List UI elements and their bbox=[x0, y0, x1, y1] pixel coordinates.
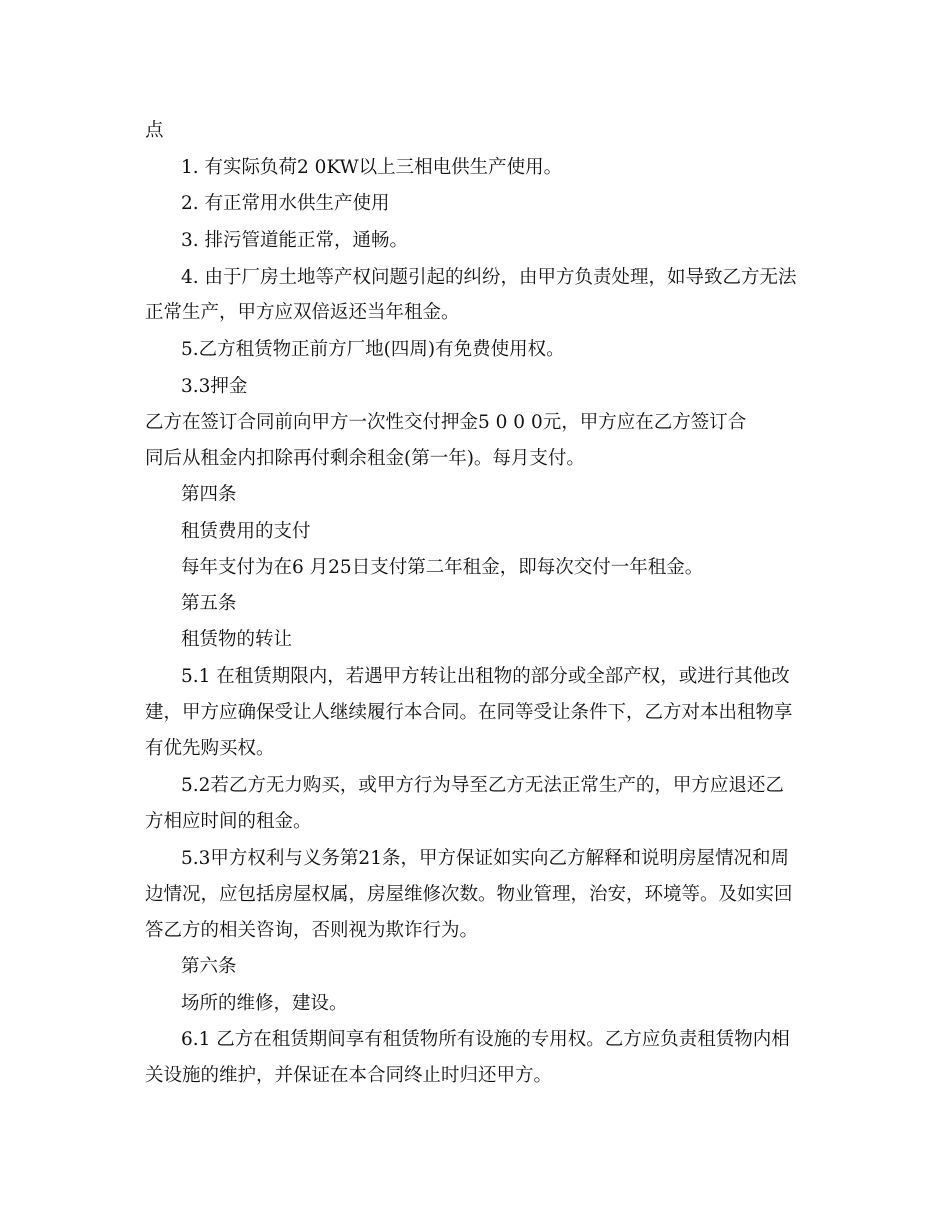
clause-line: 5.1 在租赁期限内，若遇甲方转让出租物的部分或全部产权，或进行其他改 bbox=[181, 666, 790, 687]
article-heading: 第四条 bbox=[181, 484, 237, 505]
paragraph-line: 每年支付为在6 月25日支付第二年租金，即每次交付一年租金。 bbox=[181, 557, 704, 578]
article-heading: 第六条 bbox=[181, 956, 237, 977]
text-line: 点 bbox=[145, 120, 164, 141]
clause-line: 6.1 乙方在租赁期间享有租赁物所有设施的专用权。乙方应负责租赁物内相 bbox=[181, 1029, 790, 1050]
clause-line: 关设施的维护，并保证在本合同终止时归还甲方。 bbox=[145, 1065, 553, 1086]
list-item: 5.乙方租赁物正前方厂地(四周)有免费使用权。 bbox=[181, 339, 565, 360]
clause-line: 5.3甲方权利与义务第21条，甲方保证如实向乙方解释和说明房屋情况和周 bbox=[181, 848, 789, 869]
clause-line: 方相应时间的租金。 bbox=[145, 811, 312, 832]
list-item: 4. 由于厂房土地等产权问题引起的纠纷，由甲方负责处理，如导致乙方无法 bbox=[181, 267, 797, 288]
clause-line: 答乙方的相关咨询，否则视为欺诈行为。 bbox=[145, 920, 479, 941]
paragraph-line: 乙方在签订合同前向甲方一次性交付押金5 0 0 0元，甲方应在乙方签订合 bbox=[145, 412, 747, 433]
text-line: 正常生产，甲方应双倍返还当年租金。 bbox=[145, 302, 460, 323]
article-title: 租赁物的转让 bbox=[181, 629, 293, 650]
list-item: 1. 有实际负荷2 0KW以上三相电供生产使用。 bbox=[181, 157, 563, 178]
clause-line: 5.2若乙方无力购买，或甲方行为导至乙方无法正常生产的，甲方应退还乙 bbox=[181, 775, 784, 796]
list-item: 2. 有正常用水供生产使用 bbox=[181, 193, 390, 214]
list-item: 3. 排污管道能正常，通畅。 bbox=[181, 230, 409, 251]
clause-line: 建，甲方应确保受让人继续履行本合同。在同等受让条件下，乙方对本出租物享 bbox=[145, 702, 793, 723]
clause-line: 有优先购买权。 bbox=[145, 738, 275, 759]
paragraph-line: 同后从租金内扣除再付剩余租金(第一年)。每月支付。 bbox=[145, 448, 585, 469]
section-heading: 3.3押金 bbox=[181, 376, 248, 397]
article-title: 场所的维修，建设。 bbox=[181, 993, 348, 1014]
article-heading: 第五条 bbox=[181, 593, 237, 614]
article-title: 租赁费用的支付 bbox=[181, 521, 311, 542]
clause-line: 边情况，应包括房屋权属，房屋维修次数。物业管理，治安，环境等。及如实回 bbox=[145, 884, 793, 905]
